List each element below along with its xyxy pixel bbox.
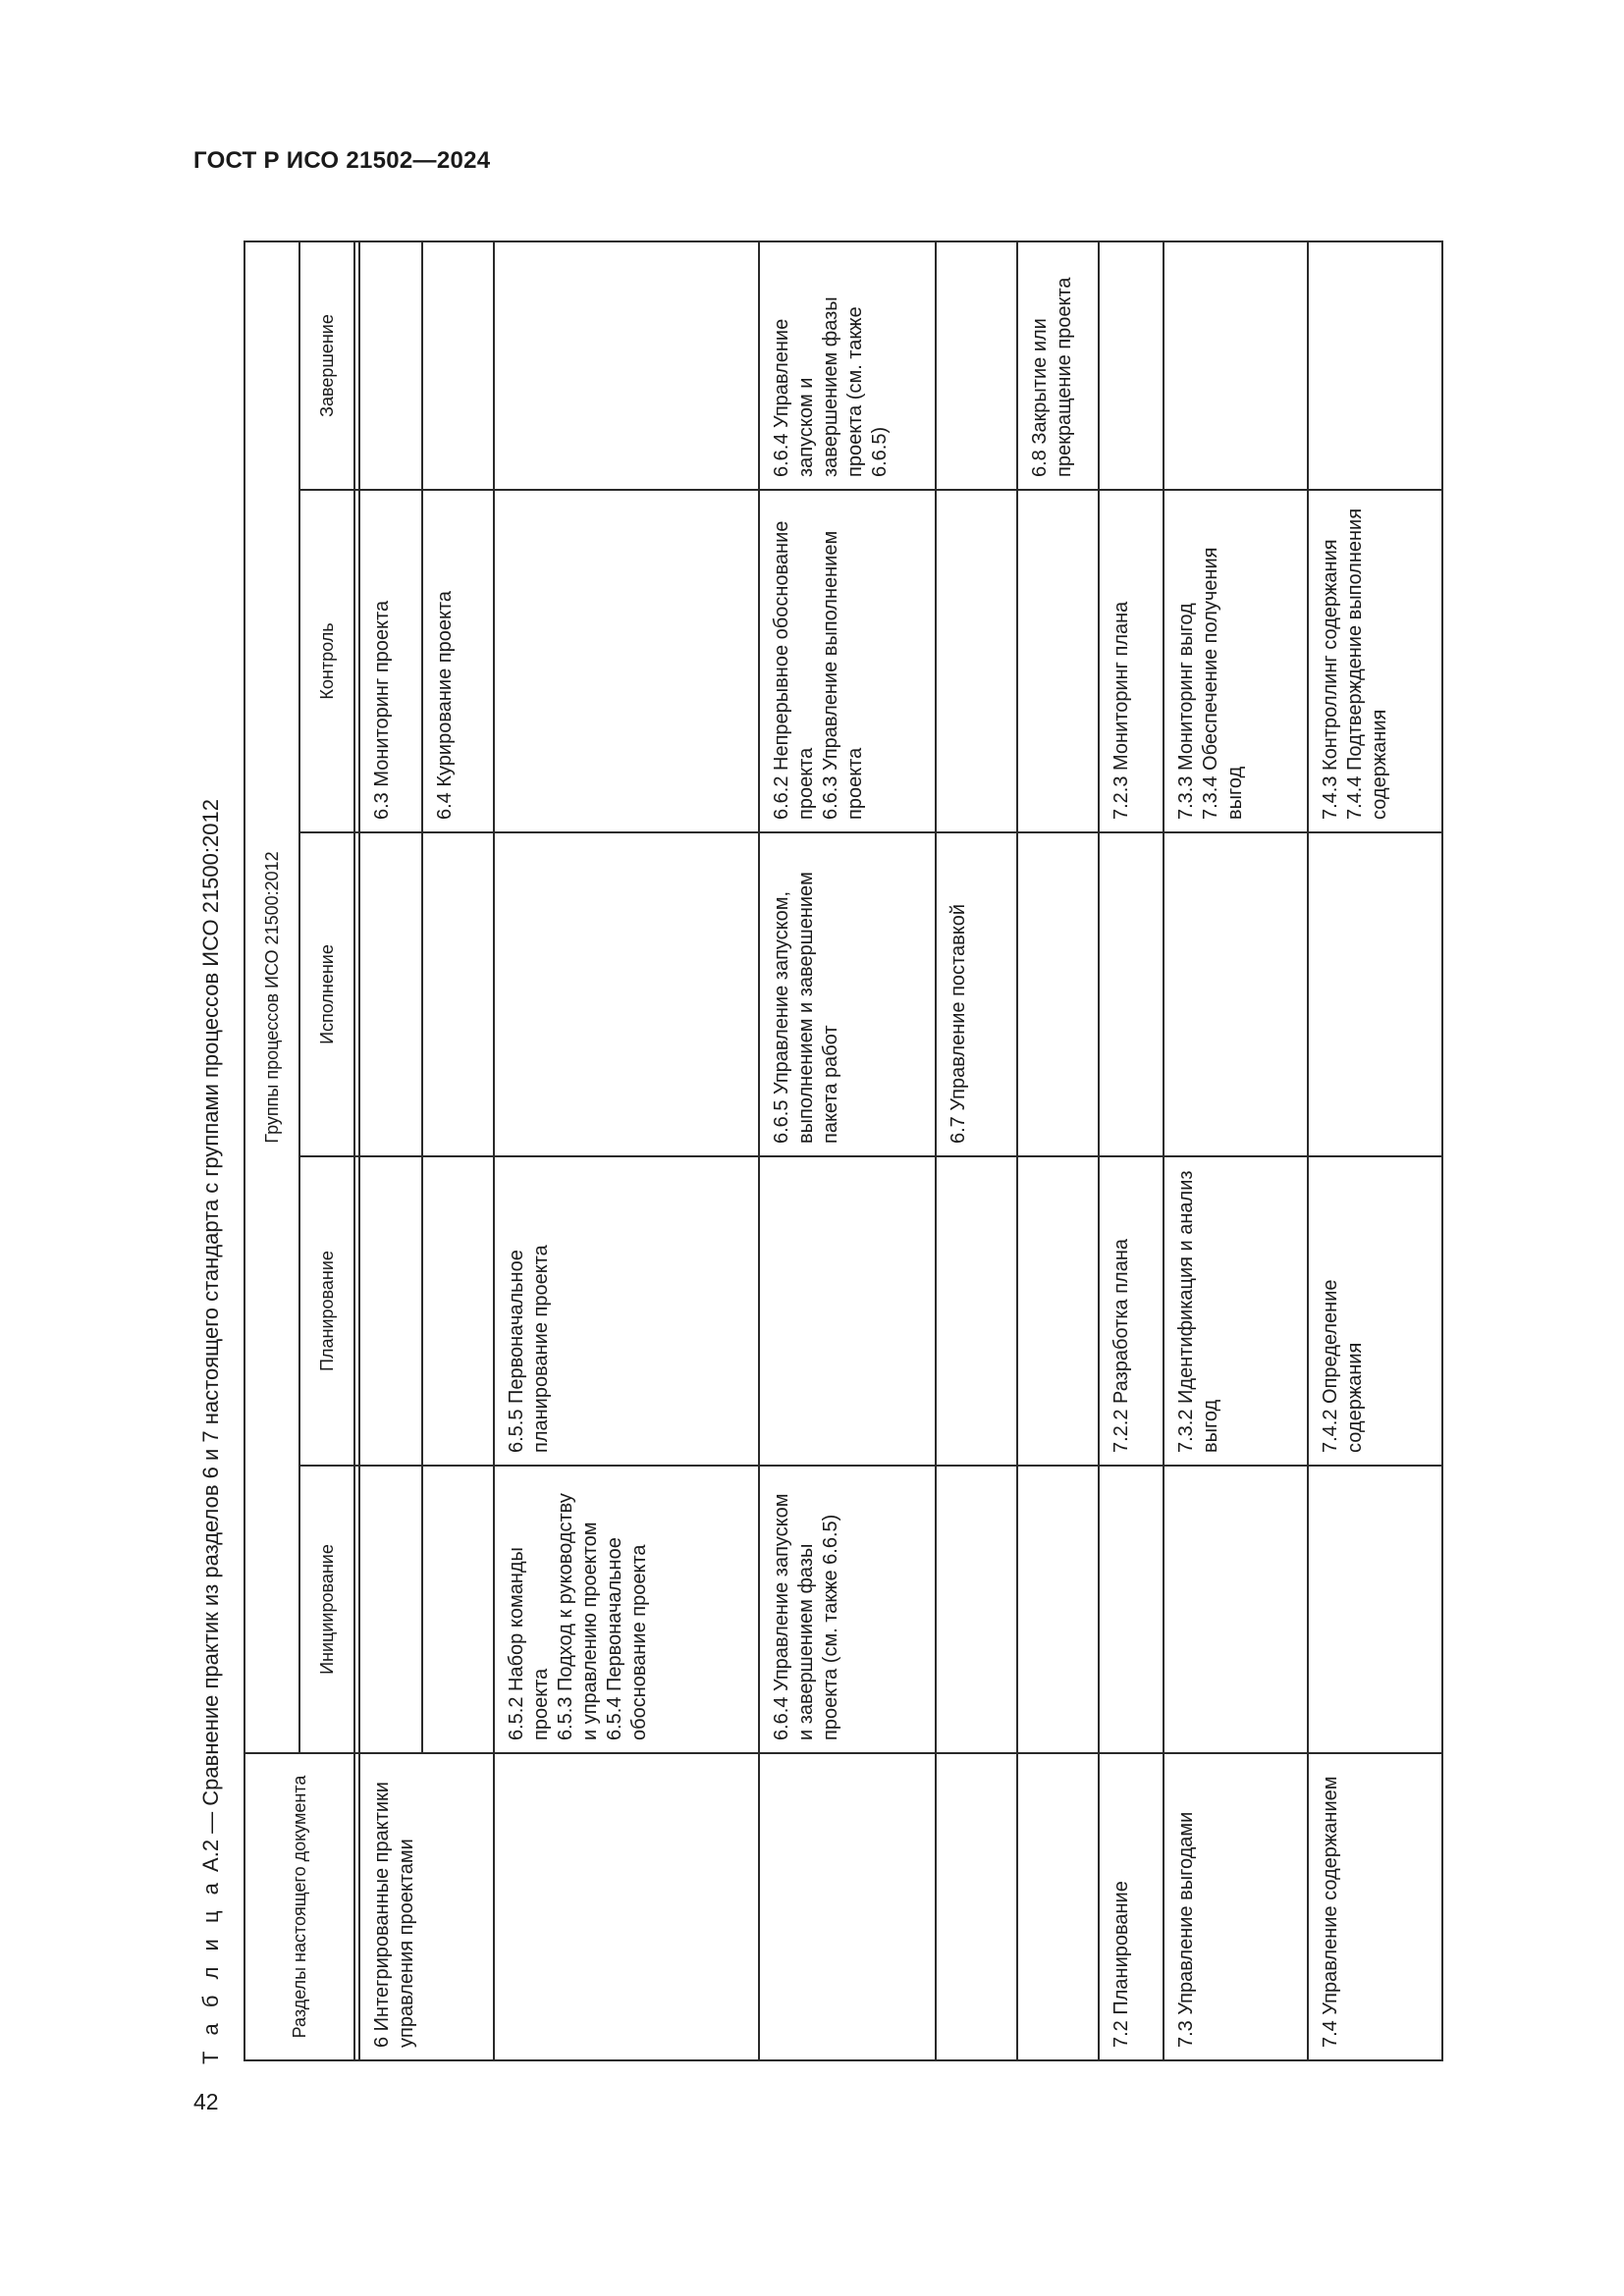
header-initiating: Инициирование [299, 1466, 354, 1753]
cell-closing [494, 241, 759, 490]
cell-closing [1164, 241, 1308, 490]
header-executing: Исполнение [299, 832, 354, 1156]
cell-executing [1308, 832, 1442, 1156]
practice-item: 7.3.4 Обеспечение получения выгод [1200, 547, 1246, 820]
header-sections: Разделы настоящего документа [244, 1753, 354, 2060]
practice-item: 7.2.3 Мониторинг плана [1110, 601, 1132, 820]
cell-closing [1308, 241, 1442, 490]
practice-item: 6.4 Курирование проекта [434, 591, 456, 820]
cell-executing [1017, 832, 1099, 1156]
cell-initiating [359, 1466, 422, 1753]
practice-item: 6.3 Мониторинг проекта [371, 600, 393, 820]
practice-item: 7.4.4 Подтверждение выполнения содержания [1344, 507, 1390, 820]
header-process-groups: Группы процессов ИСО 21500:2012 [244, 241, 299, 1753]
cell-initiating [1164, 1466, 1308, 1753]
table-row [936, 241, 1017, 2060]
cell-planning [1164, 1156, 1308, 1466]
cell-executing [422, 832, 494, 1156]
cell-section [1099, 1753, 1164, 2060]
table-row [1017, 241, 1099, 2060]
table-row [494, 241, 759, 2060]
cell-closing [936, 241, 1017, 490]
practice-item: 7.2.2 Разработка плана [1110, 1239, 1132, 1453]
section-label: 7.4 Управление содержанием [1320, 1776, 1341, 2048]
cell-closing [759, 241, 936, 490]
section-label: 7.3 Управление выгодами [1175, 1811, 1197, 2048]
cell-closing [1017, 241, 1099, 490]
practice-item: 6.5.4 Первоначальное обоснование проекта [604, 1537, 650, 1740]
cell-initiating [1017, 1466, 1099, 1753]
cell-closing [359, 241, 422, 490]
cell-executing [359, 832, 422, 1156]
practice-item: 6.6.3 Управление выполнением проекта [820, 530, 866, 820]
practice-item: 7.4.2 Определение содержания [1320, 1279, 1366, 1453]
section-label: 7.2 Планирование [1110, 1881, 1132, 2048]
cell-closing [422, 241, 494, 490]
practice-item: 6.6.2 Непрерывное обоснование проекта [771, 520, 817, 820]
section-label: 6 Интегрированные практики управления проектами [371, 1782, 417, 2048]
table-caption [198, 799, 224, 2064]
cell-controlling [1164, 490, 1308, 832]
practice-item: 6.7 Управление поставкой [947, 903, 969, 1144]
practice-item: 6.6.4 Управление запуском и завершением фазы проекта (см. также 6.6.5) [771, 1493, 841, 1740]
table-row [1099, 241, 1164, 2060]
cell-controlling [1308, 490, 1442, 832]
table-row [1308, 241, 1442, 2060]
cell-section [759, 1753, 936, 2060]
cell-section [494, 1753, 759, 2060]
document-header: ГОСТ Р ИСО 21502—2024 [193, 147, 491, 174]
cell-planning [422, 1156, 494, 1466]
cell-controlling [422, 490, 494, 832]
cell-section [1164, 1753, 1308, 2060]
table-row [759, 241, 936, 2060]
cell-section [936, 1753, 1017, 2060]
cell-planning [1017, 1156, 1099, 1466]
header-planning: Планирование [299, 1156, 354, 1466]
header-controlling: Контроль [299, 490, 354, 832]
cell-controlling [936, 490, 1017, 832]
table-row [1164, 241, 1308, 2060]
cell-initiating [759, 1466, 936, 1753]
cell-section [359, 1753, 494, 2060]
cell-initiating [494, 1466, 759, 1753]
cell-executing [1099, 832, 1164, 1156]
cell-section [1017, 1753, 1099, 2060]
cell-closing [1099, 241, 1164, 490]
cell-controlling [759, 490, 936, 832]
practice-item: 7.3.2 Идентификация и анализ выгод [1175, 1170, 1221, 1453]
practice-item: 6.5.5 Первоначальное планирование проекта [506, 1245, 552, 1453]
cell-planning [494, 1156, 759, 1466]
cell-executing [494, 832, 759, 1156]
rotated-table-area [198, 239, 1440, 2064]
cell-planning [359, 1156, 422, 1466]
cell-planning [759, 1156, 936, 1466]
table-caption-prefix: Т а б л и ц а [198, 1878, 223, 2064]
cell-controlling [1017, 490, 1099, 832]
cell-initiating [936, 1466, 1017, 1753]
cell-initiating [1099, 1466, 1164, 1753]
cell-planning [1099, 1156, 1164, 1466]
practice-item: 7.3.3 Мониторинг выгод [1175, 603, 1197, 820]
cell-controlling [1099, 490, 1164, 832]
cell-initiating [1308, 1466, 1442, 1753]
comparison-table [244, 240, 1443, 2061]
practice-item: 6.5.3 Подход к руководству и управлению проектом [555, 1493, 601, 1740]
page-number: 42 [193, 2089, 219, 2114]
practice-item: 6.8 Закрытие или прекращение проекта [1029, 277, 1075, 477]
cell-controlling [359, 490, 422, 832]
practice-item: 7.4.3 Контроллинг содержания [1320, 539, 1341, 820]
cell-executing [936, 832, 1017, 1156]
table-row [359, 241, 422, 2060]
cell-controlling [494, 490, 759, 832]
cell-initiating [422, 1466, 494, 1753]
practice-item: 6.5.2 Набор команды проекта [506, 1547, 552, 1740]
header-closing: Завершение [299, 241, 354, 490]
practice-item: 6.6.4 Управление запуском и завершением фазы проекта (см. также 6.6.5) [771, 296, 891, 477]
practice-item: 6.6.5 Управление запуском, выполнением и завершением пакета работ [771, 872, 841, 1144]
cell-executing [1164, 832, 1308, 1156]
cell-planning [936, 1156, 1017, 1466]
cell-section [1308, 1753, 1442, 2060]
table-caption-text: А.2 — Сравнение практик из разделов 6 и 7 настоящего стандарта с группами процессов ИСО 21500:2012 [198, 799, 223, 1872]
cell-planning [1308, 1156, 1442, 1466]
cell-executing [759, 832, 936, 1156]
